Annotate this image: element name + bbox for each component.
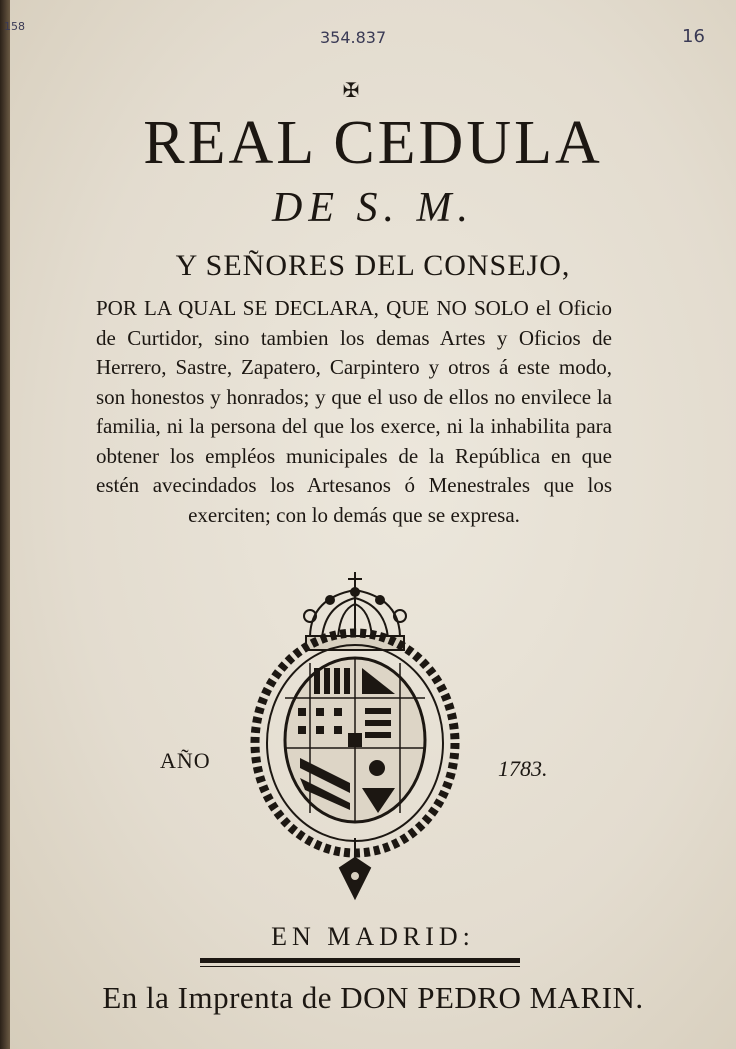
title-de-sm: DE S. M. bbox=[272, 185, 474, 231]
divider-rule bbox=[200, 958, 520, 963]
document-title: REAL CEDULA bbox=[143, 109, 603, 177]
edge-mark: 158 bbox=[4, 20, 25, 33]
royal-coat-of-arms-icon bbox=[240, 568, 470, 908]
divider-rule-thin bbox=[200, 966, 520, 967]
decree-text: POR LA QUAL SE DECLARA, QUE NO SOLO el Oficio de Curtidor, sino tambien los demas Artes y Oficios de Herrero, Sastre, Zapatero, Carpintero y otros á este modo, son honestos y honrados; y que el uso de ellos no envilece la familia, ni la persona del que los exerce, ni la inhabilita para obtener los empléos municipales de la República en que estén avecindados los Artesanos ó Menestrales que los exerciten; con lo demás que se expresa. bbox=[96, 296, 612, 527]
year-value: 1783. bbox=[498, 756, 548, 781]
binding-edge bbox=[0, 0, 10, 1049]
title-consejo: Y SEÑORES DEL CONSEJO, bbox=[175, 249, 571, 282]
imprint-place: EN MADRID: bbox=[271, 922, 475, 951]
maltese-cross-ornament: ✠ bbox=[342, 80, 360, 102]
folio-number: 16 bbox=[682, 26, 705, 47]
imprint-printer: En la Imprenta de DON PEDRO MARIN. bbox=[102, 980, 644, 1015]
year-label: AÑO bbox=[160, 748, 211, 773]
document-page bbox=[4, 0, 736, 1049]
catalog-number: 354.837 bbox=[320, 28, 387, 47]
